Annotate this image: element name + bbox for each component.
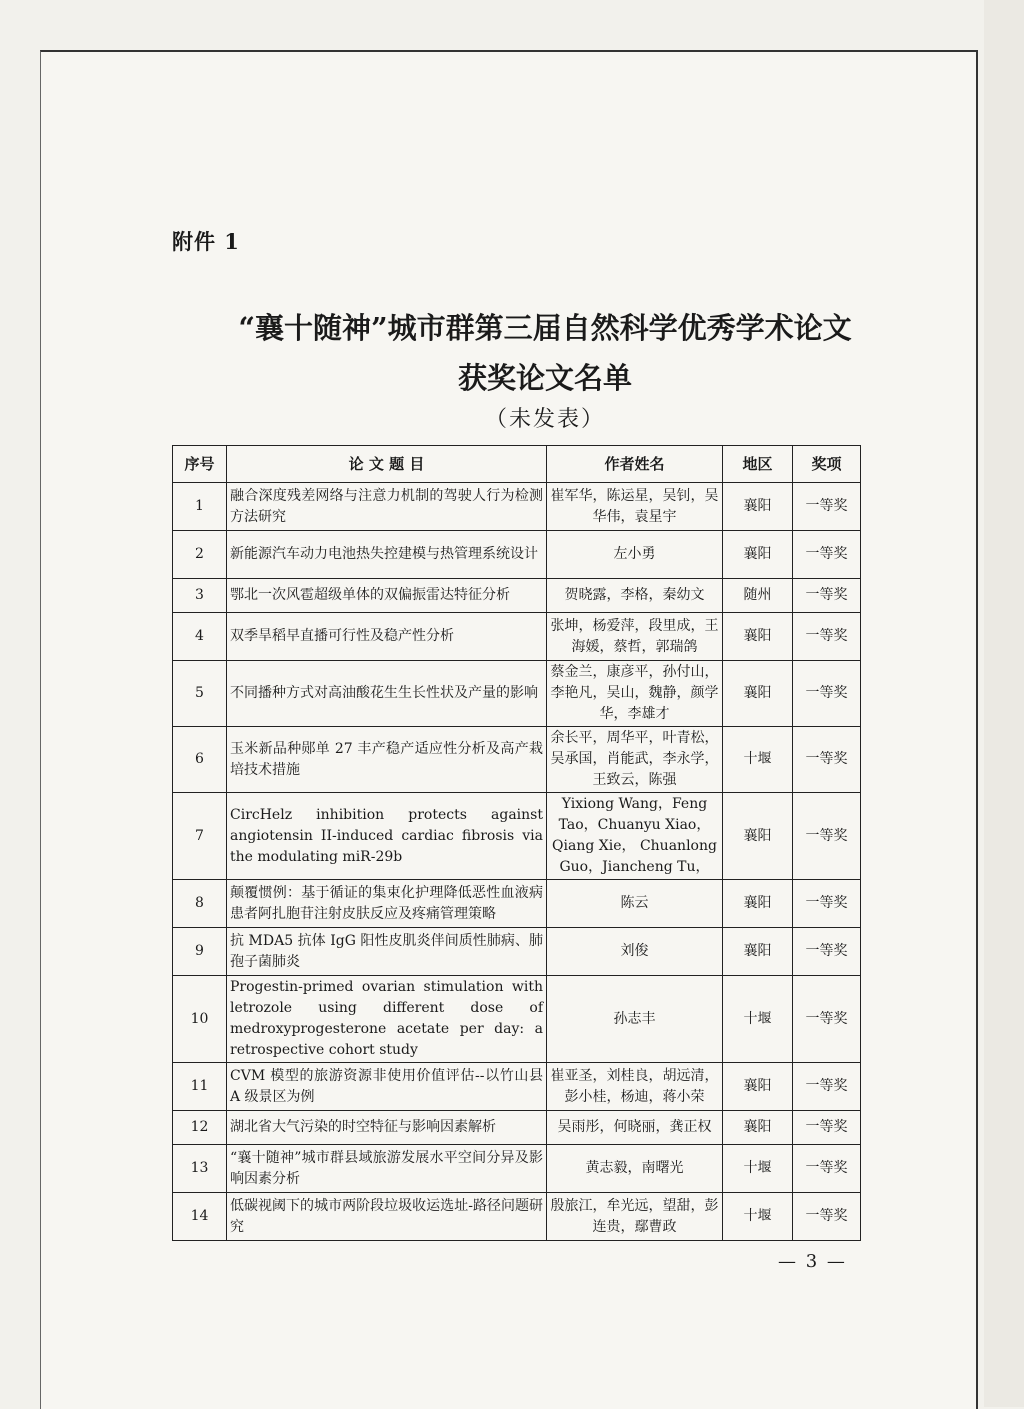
table-row	[173, 613, 861, 661]
award: 一等奖	[793, 976, 861, 1063]
paper-authors: 蔡金兰，康彦平，孙付山，李艳凡，吴山，魏静，颜学华，李雄才	[547, 661, 723, 727]
table-row	[173, 976, 861, 1063]
award: 一等奖	[793, 1063, 861, 1111]
row-number: 1	[173, 483, 227, 531]
paper-authors: 崔军华，陈运星，吴钊，吴华伟，袁星宇	[547, 483, 723, 531]
header-region: 地区	[723, 446, 793, 483]
paper-authors: 吴雨彤，何晓丽，龚正权	[547, 1111, 723, 1145]
award-table	[172, 445, 861, 1241]
region: 襄阳	[723, 531, 793, 579]
paper-authors: 黄志毅，南曙光	[547, 1145, 723, 1193]
award: 一等奖	[793, 483, 861, 531]
paper-authors: 余长平，周华平，叶青松，吴承国，肖能武，李永学，王致云，陈强	[547, 727, 723, 793]
table-row	[173, 928, 861, 976]
row-number: 12	[173, 1111, 227, 1145]
award: 一等奖	[793, 1193, 861, 1241]
row-number: 4	[173, 613, 227, 661]
paper-authors: 殷旅江，牟光远，望甜，彭连贵，鄢曹政	[547, 1193, 723, 1241]
paper-title: 低碳视阈下的城市两阶段垃圾收运选址-路径问题研究	[227, 1193, 547, 1241]
region: 襄阳	[723, 483, 793, 531]
paper-authors: Yixiong Wang，Feng Tao，Chuanyu Xiao， Qiang Xie， Chuanlong Guo，Jiancheng Tu，	[547, 793, 723, 880]
paper-authors: 崔亚圣，刘桂良，胡远清，彭小桂，杨迪，蒋小荣	[547, 1063, 723, 1111]
paper-title: 玉米新品种郧单 27 丰产稳产适应性分析及高产栽培技术措施	[227, 727, 547, 793]
region: 十堰	[723, 976, 793, 1063]
table-header-row	[173, 446, 861, 483]
table-row	[173, 579, 861, 613]
paper-authors: 孙志丰	[547, 976, 723, 1063]
row-number: 5	[173, 661, 227, 727]
table-row	[173, 483, 861, 531]
paper-authors: 刘俊	[547, 928, 723, 976]
region: 十堰	[723, 727, 793, 793]
award: 一等奖	[793, 661, 861, 727]
region: 随州	[723, 579, 793, 613]
award: 一等奖	[793, 613, 861, 661]
region: 襄阳	[723, 613, 793, 661]
paper-title: “襄十随神”城市群县域旅游发展水平空间分异及影响因素分析	[227, 1145, 547, 1193]
header-authors: 作者姓名	[547, 446, 723, 483]
header-no: 序号	[173, 446, 227, 483]
attachment-label: 附件 1	[172, 229, 240, 254]
region: 襄阳	[723, 928, 793, 976]
region: 襄阳	[723, 661, 793, 727]
paper-title: Progestin-primed ovarian stimulation with letrozole using different dose of medroxyprogesterone acetate per day: a retrospective cohort study	[227, 976, 547, 1063]
region: 襄阳	[723, 793, 793, 880]
table-row	[173, 727, 861, 793]
header-title: 论 文 题 目	[227, 446, 547, 483]
paper-title: 融合深度残差网络与注意力机制的驾驶人行为检测方法研究	[227, 483, 547, 531]
award: 一等奖	[793, 1145, 861, 1193]
paper-title: 新能源汽车动力电池热失控建模与热管理系统设计	[227, 531, 547, 579]
row-number: 13	[173, 1145, 227, 1193]
paper-authors: 陈云	[547, 880, 723, 928]
paper-title: 鄂北一次风雹超级单体的双偏振雷达特征分析	[227, 579, 547, 613]
document-subtitle: （未发表）	[484, 407, 605, 432]
row-number: 2	[173, 531, 227, 579]
paper-title: 抗 MDA5 抗体 IgG 阳性皮肌炎伴间质性肺病、肺孢子菌肺炎	[227, 928, 547, 976]
region: 襄阳	[723, 1063, 793, 1111]
region: 襄阳	[723, 1111, 793, 1145]
region: 十堰	[723, 1145, 793, 1193]
scan-margin	[984, 0, 1024, 1407]
document-title-line2: 获奖论文名单	[457, 361, 632, 395]
table-row	[173, 1063, 861, 1111]
table-row	[173, 661, 861, 727]
paper-title: CircHelz inhibition protects against angiotensin II-induced cardiac fibrosis via the modulating miR-29b	[227, 793, 547, 880]
page-number: — 3 —	[778, 1251, 847, 1272]
table-row	[173, 531, 861, 579]
paper-title: CVM 模型的旅游资源非使用价值评估--以竹山县 A 级景区为例	[227, 1063, 547, 1111]
paper-authors: 贺晓露，李格，秦幼文	[547, 579, 723, 613]
row-number: 11	[173, 1063, 227, 1111]
row-number: 6	[173, 727, 227, 793]
table-row	[173, 1111, 861, 1145]
paper-title: 湖北省大气污染的时空特征与影响因素解析	[227, 1111, 547, 1145]
paper-title: 双季旱稻早直播可行性及稳产性分析	[227, 613, 547, 661]
table-row	[173, 793, 861, 880]
row-number: 3	[173, 579, 227, 613]
award: 一等奖	[793, 928, 861, 976]
region: 十堰	[723, 1193, 793, 1241]
row-number: 9	[173, 928, 227, 976]
paper-authors: 左小勇	[547, 531, 723, 579]
table-row	[173, 1193, 861, 1241]
paper-authors: 张坤，杨爱萍，段里成，王海媛，蔡哲，郭瑞鸽	[547, 613, 723, 661]
region: 襄阳	[723, 880, 793, 928]
award: 一等奖	[793, 793, 861, 880]
paper-title: 颠覆惯例：基于循证的集束化护理降低恶性血液病患者阿扎胞苷注射皮肤反应及疼痛管理策略	[227, 880, 547, 928]
header-award: 奖项	[793, 446, 861, 483]
row-number: 14	[173, 1193, 227, 1241]
row-number: 7	[173, 793, 227, 880]
table-row	[173, 880, 861, 928]
award: 一等奖	[793, 880, 861, 928]
award: 一等奖	[793, 531, 861, 579]
row-number: 8	[173, 880, 227, 928]
award: 一等奖	[793, 727, 861, 793]
table-row	[173, 1145, 861, 1193]
award: 一等奖	[793, 1111, 861, 1145]
award: 一等奖	[793, 579, 861, 613]
document-title: “襄十随神”城市群第三届自然科学优秀学术论文	[238, 311, 852, 345]
row-number: 10	[173, 976, 227, 1063]
paper-title: 不同播种方式对高油酸花生生长性状及产量的影响	[227, 661, 547, 727]
